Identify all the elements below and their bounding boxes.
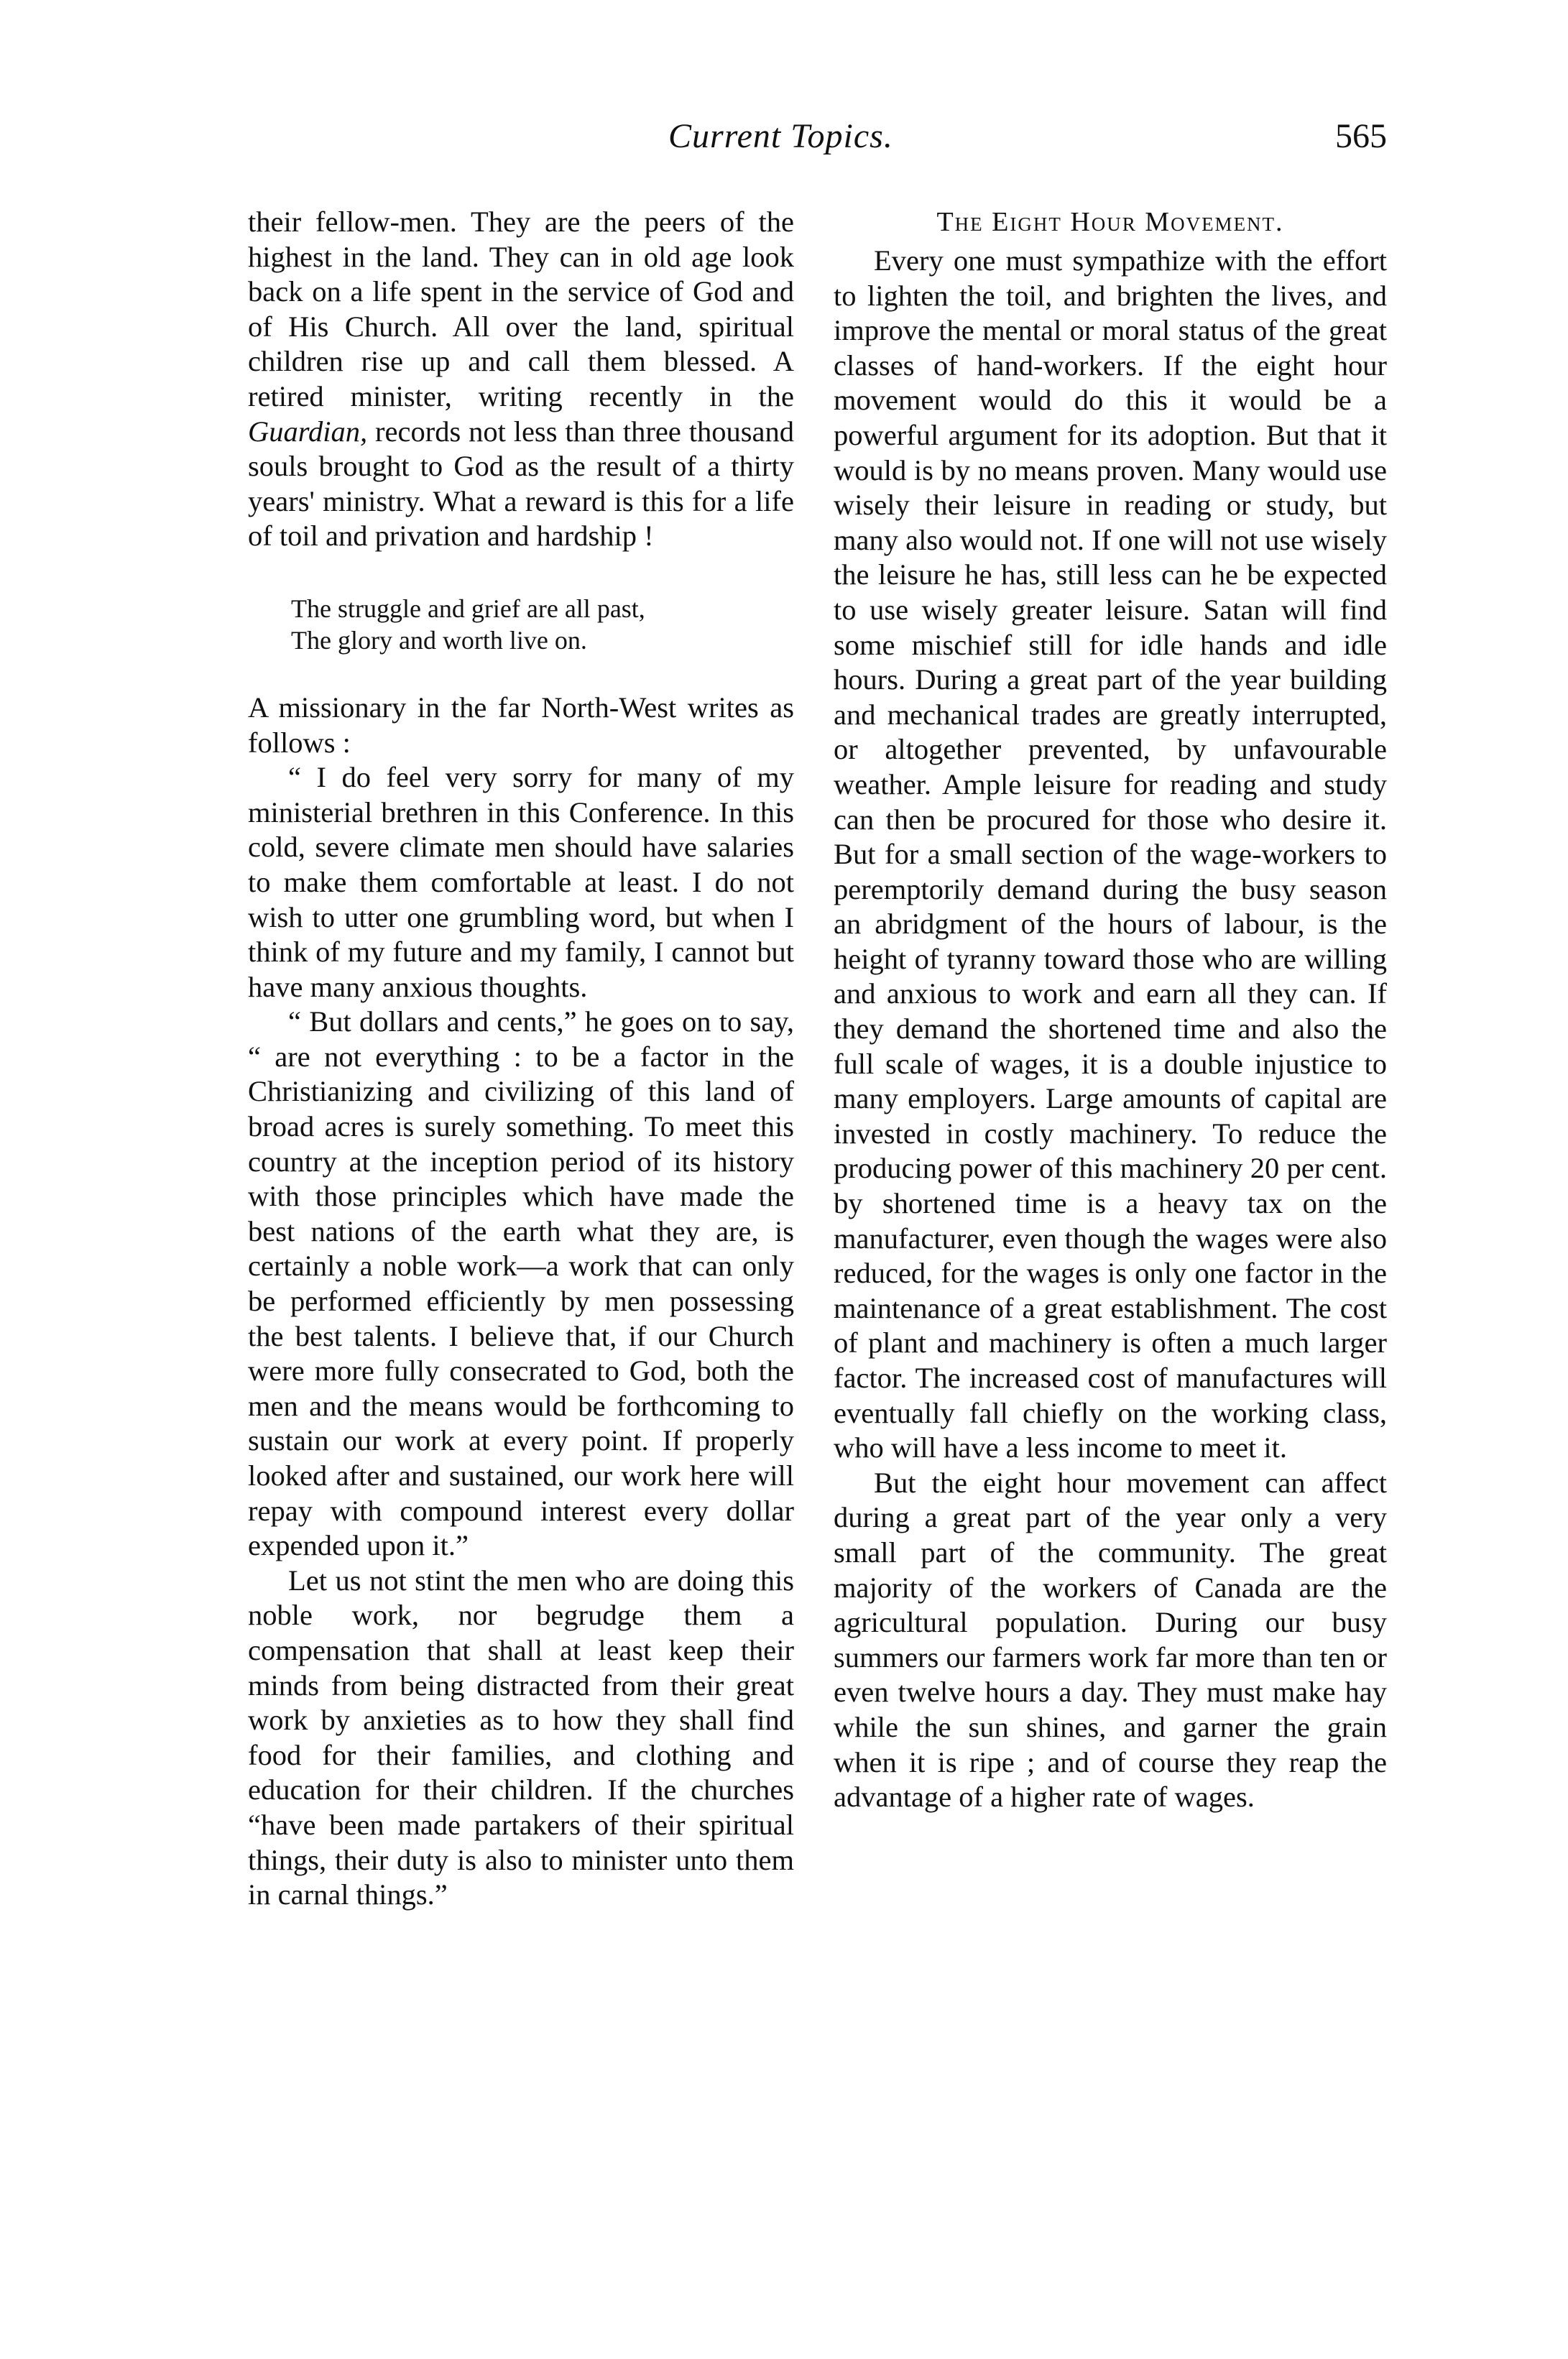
verse-line-2: The glory and worth live on. [291, 625, 587, 655]
page-header [668, 116, 1387, 174]
left-paragraph-3: “ I do feel very sorry for many of my ministerial brethren in this Conference. In this cold, severe climate men should have salaries to make them comfortable at least. I do not wish to utter one grumbling word, but when I think of my future and my family, I cannot but have many anxious thoughts. [248, 761, 794, 1003]
verse-quote [291, 593, 794, 656]
right-column [834, 205, 1387, 1815]
verse-line-1: The struggle and grief are all past, [291, 594, 645, 623]
left-column [248, 205, 794, 1913]
right-paragraph-2: But the eight hour movement can affect during a great part of the year only a very small part of the community. The great majority of the workers of Canada are the agricultural population. During our busy summers our farmers work far more than ten or even twelve hours a day. They must make hay while the sun shines, and garner the grain when it is ripe ; and of course they reap the advantage of a higher rate of wages. [834, 1466, 1387, 1814]
section-title: The Eight Hour Movement. [936, 207, 1284, 237]
left-paragraph-2: A missionary in the far North-West writes as follows : [248, 691, 794, 759]
running-title: Current Topics. [668, 117, 893, 155]
page-number: 565 [1335, 117, 1387, 155]
guardian-title: Guardian, [248, 415, 368, 448]
right-paragraph-1: Every one must sympathize with the effort to lighten the toil, and brighten the lives, and improve the mental or moral status of the great classes of hand-workers. If the eight hour movement would do this it would be a powerful argument for its adoption. But that it would is by no means proven. Many would use wisely their leisure in reading or study, but many also would not. If one will not use wisely the leisure he has, still less can he be expected to use wisely greater leisure. Satan will find some mischief still for idle hands and idle hours. During a great part of the year building and mechanical trades are greatly interrupted, or altogether prevented, by unfavourable weather. Ample leisure for reading and study can then be procured for those who desire it. But for a small section of the wage-workers to peremptorily demand during the busy season an abridgment of the hours of labour, is the height of tyranny toward those who are willing and anxious to work and earn all they can. If they demand the shortened time and also the full scale of wages, it is a double injustice to many employers. Large amounts of capital are invested in costly machinery. To reduce the producing power of this machinery 20 per cent. by shortened time is a heavy tax on the manufacturer, even though the wages were also reduced, for the wages is only one factor in the maintenance of a great establishment. The cost of plant and machinery is often a much larger factor. The increased cost of manufactures will eventually fall chiefly on the working class, who will have a less income to meet it. [834, 244, 1387, 1464]
left-paragraph-4: “ But dollars and cents,” he goes on to say, “ are not everything : to be a factor in the Christianizing and civilizing of this land of broad acres is surely something. To meet this country at the inception period of its history with those principles which have made the best nations of the earth what they are, is certainly a noble work—a work that can only be performed efficiently by men possessing the best talents. I believe that, if our Church were more fully consecrated to God, both the men and the means would be forthcoming to sustain our work at every point. If properly looked after and sustained, our work here will repay with compound interest every dollar expended upon it.” [248, 1005, 794, 1562]
left-paragraph-1-rest: records not less than three thousand souls brought to God as the result of a thirty years' ministry. What a reward is this for a life of toil and privation and hardship ! [248, 415, 794, 553]
left-paragraph-5: Let us not stint the men who are doing this noble work, nor begrudge them a compensation that shall at least keep their minds from being distracted from their great work by anxieties as to how they shall find food for their families, and clothing and education for their children. If the churches “have been made partakers of their spiritual things, their duty is also to minister unto them in carnal things.” [248, 1564, 794, 1911]
left-paragraph-1-text: their fellow-men. They are the peers of the highest in the land. They can in old age look back on a life spent in the service of God and of His Church. All over the land, spiritual children rise up and call them blessed. A retired minister, writing recently in the [248, 206, 794, 412]
left-paragraph-1 [248, 205, 794, 554]
